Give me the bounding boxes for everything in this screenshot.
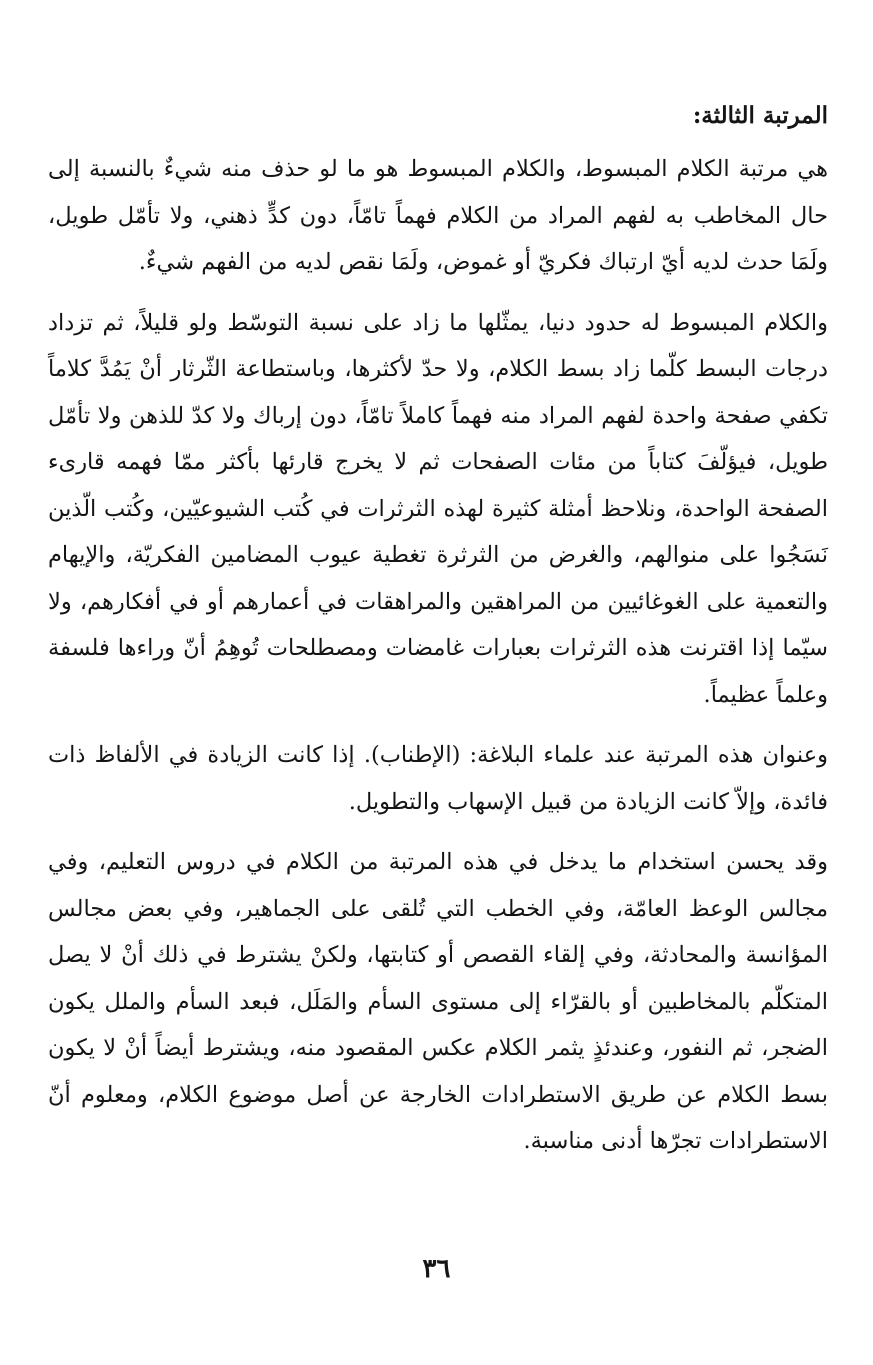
- section-heading: المرتبة الثالثة:: [692, 102, 828, 129]
- paragraph-title: وعنوان هذه المرتبة عند علماء البلاغة: (الإطناب). إذا كانت الزيادة في الألفاظ ذات فائدة، وإلاّ كانت الزيادة من قبيل الإسهاب والتطويل.: [48, 742, 828, 815]
- paragraph-limits: والكلام المبسوط له حدود دنيا، يمثّلها ما زاد على نسبة التوسّط ولو قليلاً، ثم تزداد درجات البسط كلّما زاد بسط الكلام، ولا حدّ لأكثرها، وباستطاعة الثّرثار أنْ يَمُدَّ كلاماً تكفي صفحة واحدة لفهم المراد منه فهماً كاملاً تامّاً، دون إرباك ولا كدّ للذهن ولا تأمّل طويل، فيؤلّفَ كتاباً من مئات الصفحات ثم لا يخرج قارئها بأكثر ممّا فهمه قارىء الصفحة الواحدة، ونلاحظ أمثلة كثيرة لهذه الثرثرات في كُتب الشيوعيّين، وكُتب الّذين نَسَجُوا على منوالهم، والغرض من الثرثرة تغطية عيوب المضامين الفكريّة، والإيهام والتعمية على الغوغائيين من المراهقين والمراهقات في أعمارهم أو في أفكارهم، ولا سيّما إذا اقترنت هذه الثرثرات بعبارات غامضات ومصطلحات تُوهِمُ أنّ وراءها فلسفة وعلماً عظيماً.: [48, 309, 828, 708]
- paragraph-definition: هي مرتبة الكلام المبسوط، والكلام المبسوط هو ما لو حذف منه شيءٌ بالنسبة إلى حال المخاطب به لفهم المراد من الكلام فهماً تامّاً، دون كدٍّ ذهني، ولا تأمّل طويل، ولَمَا حدث لديه أيّ ارتباك فكريّ أو غموض، ولَمَا نقص لديه من الفهم شيءٌ.: [48, 156, 829, 275]
- page-body: [48, 96, 828, 1179]
- page-number: ٣٦: [422, 1254, 451, 1284]
- paragraph-usage: وقد يحسن استخدام ما يدخل في هذه المرتبة من الكلام في دروس التعليم، وفي مجالس الوعظ العامّة، وفي الخطب التي تُلقى على الجماهير، وفي بعض مجالس المؤانسة والمحادثة، وفي إلقاء القصص أو كتابتها، ولكنْ يشترط في ذلك أنْ لا يصل المتكلّم بالمخاطبين أو بالقرّاء إلى مستوى السأم والمَلَل، فبعد السأم والملل يكون الضجر، ثم النفور، وعندئذٍ يثمر الكلام عكس المقصود منه، ويشترط أيضاً أنْ لا يكون بسط الكلام عن طريق الاستطرادات الخارجة عن أصل موضوع الكلام، ومعلوم أنّ الاستطرادات تجرّها أدنى مناسبة.: [48, 849, 828, 1154]
